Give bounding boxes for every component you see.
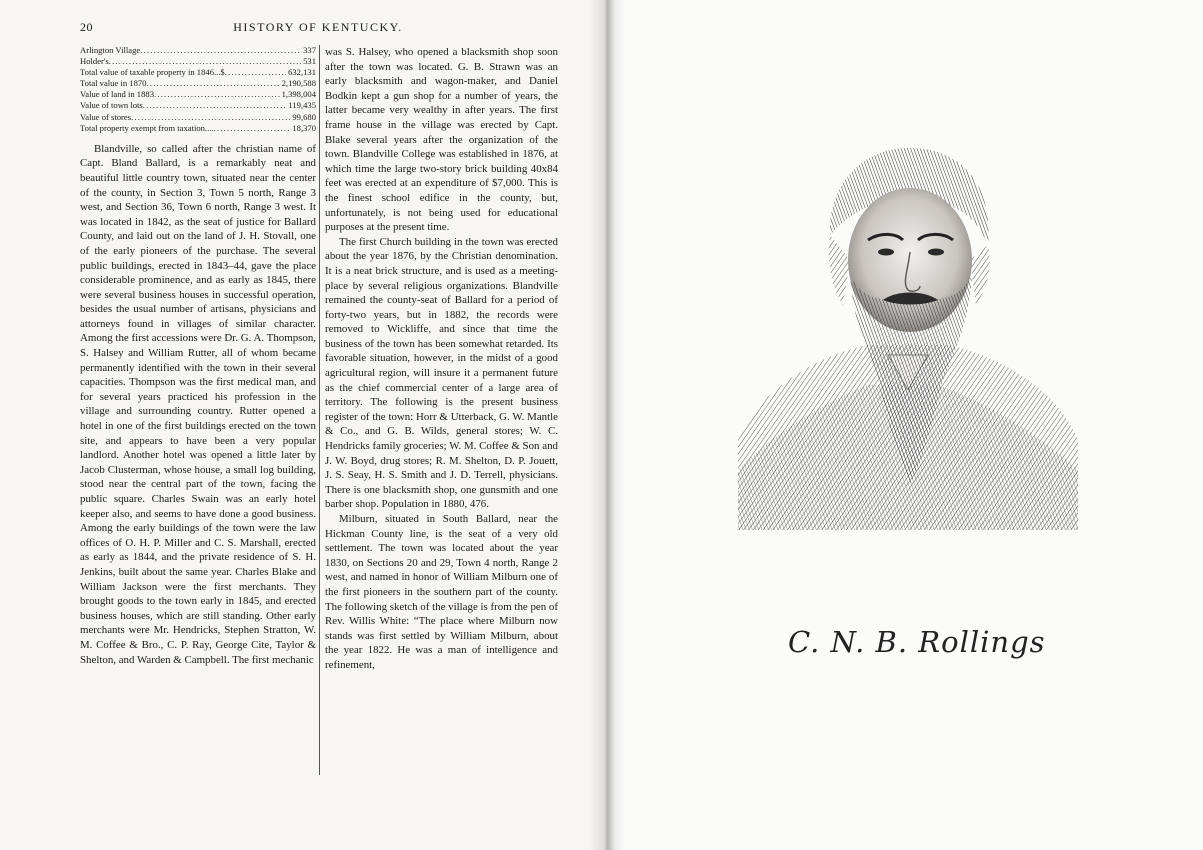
stat-row: Holder's ..... 531 xyxy=(80,56,316,67)
stat-row: Value of land in 1883 ..... 1,398,004 xyxy=(80,89,316,100)
stat-row: Value of town lots ..... 119,435 xyxy=(80,100,316,111)
book-gutter xyxy=(588,0,624,850)
running-head xyxy=(80,20,556,36)
stat-row: Total value of taxable property in 1846...$ ..... 632,131 xyxy=(80,67,316,78)
paragraph-continued: was S. Halsey, who opened a blacksmith shop soon after the town was located. G. B. Strawn was an early blacksmith and wagon-maker, and Daniel Bodkin kept a gun shop for a number of years, the latter became very wealthy in after years. The first frame house in the village was erected by Capt. Blake several years after the organization of the town. Blandville College was established in 1876, at which time the large two-story brick building 40x84 feet was erected at an expenditure of $7,000. This is the finest school edifice in the county, but, unfortunately, is not being used for educational purposes at the present time. xyxy=(325,46,558,234)
book-title: HISTORY OF KENTUCKY. xyxy=(233,20,403,34)
stat-row: Value of stores ..... 99,680 xyxy=(80,112,316,123)
property-stats-table xyxy=(80,45,316,134)
stat-row: Total value in 1870 ..... 2,190,588 xyxy=(80,78,316,89)
paragraph-milburn: Milburn, situated in South Ballard, near the Hickman County line, is the seat of a very old settlement. The town was located about the year 1830, on Sections 20 and 29, Town 4 north, Range 2 west, and named in honor of William Milburn one of the first pioneers in the southern part of the county. The following sketch of the village is from the pen of Rev. Willis White: “The place where Milburn now stands was first settled by William Milburn, about the year 1822. He was a man of intelligence and refinement, xyxy=(325,513,558,671)
text-column-left xyxy=(80,45,316,667)
paragraph-blandville: Blandville, so called after the christian name of Capt. Bland Ballard, is a remarkably neat and beautiful little country town, situated near the center of the county, in Section 3, Town 5 north, Range 3 west, and Section 36, Town 6 north, Range 3 west. It was located in 1842, as the seat of justice for Ballard County, and laid out on the land of J. H. Stovall, one of the early pioneers of the purchase. The several public buildings, erected in 1843–44, gave the place considerable prominence, and as early as 1845, there were several business houses in successful operation, besides the usual number of artisans, physicians and attorneys found in villages of similar character. Among the first accessions were Dr. G. A. Thompson, S. Halsey and William Rutter, all of whom became permanently identified with the town in their several capacities. Thompson was the first medical man, and for several years practiced his profession in the village and surrounding country. Rutter opened a hotel in one of the first buildings erected on the town site, and appears to have been a very popular landlord. Another hotel was opened a little later by Jacob Clusterman, whose house, a small log building, stood near the central part of the town, facing the public square. Charles Swain was an early hotel keeper also, and seems to have done a good business. Among the early buildings of the town were the law offices of O. H. P. Miller and C. S. Marshall, erected as early as 1844, and the private residence of S. H. Jenkins, built about the same year. Charles Blake and William Jackson were the first merchants. They brought goods to the town early in 1845, and erected business houses, which are still standing. Other early merchants were Mr. Hendricks, Stephen Stratton, W. M. Coffee & Bro., C. P. Ray, George Cite, Taylor & Shelton, and Warden & Campbell. The first mechanic xyxy=(80,142,316,666)
paragraph-church: The first Church building in the town was erected about the year 1876, by the Christian denomination. It is a neat brick structure, and is used as a meeting-place by several religious organizations. Blandville remained the county-seat of Ballard for a period of forty-two years, but in 1882, the records were removed to Wickliffe, and since that time the business of the town has been somewhat retarded. Its favorable situation, however, in the midst of a good agricultural region, will insure it a permanent future as the chief commercial center of a large area of territory. The following is the present business register of the town: Horr & Utterback, G. W. Mantle & Co., and G. B. Wilds, general stores; W. C. Hendricks family groceries; W. M. Coffee & Son and J. W. Boyd, drug stores; R. M. Shelton, D. P. Jouett, J. S. Seay, H. S. Smith and J. D. Terrell, physicians. There is one blacksmith shop, one gunsmith and one barber shop. Population in 1880, 476. xyxy=(325,235,558,511)
column-rule xyxy=(319,45,320,775)
portrait-engraving xyxy=(738,140,1078,530)
stat-row: Arlington Village ..... 337 xyxy=(80,45,316,56)
portrait-signature xyxy=(788,625,1048,675)
page-number: 20 xyxy=(80,20,93,34)
signature-text: C. N. B. Rollings xyxy=(788,625,1046,659)
text-column-right xyxy=(325,45,558,673)
stat-row: Total property exempt from taxation.... ..... 18,370 xyxy=(80,123,316,134)
